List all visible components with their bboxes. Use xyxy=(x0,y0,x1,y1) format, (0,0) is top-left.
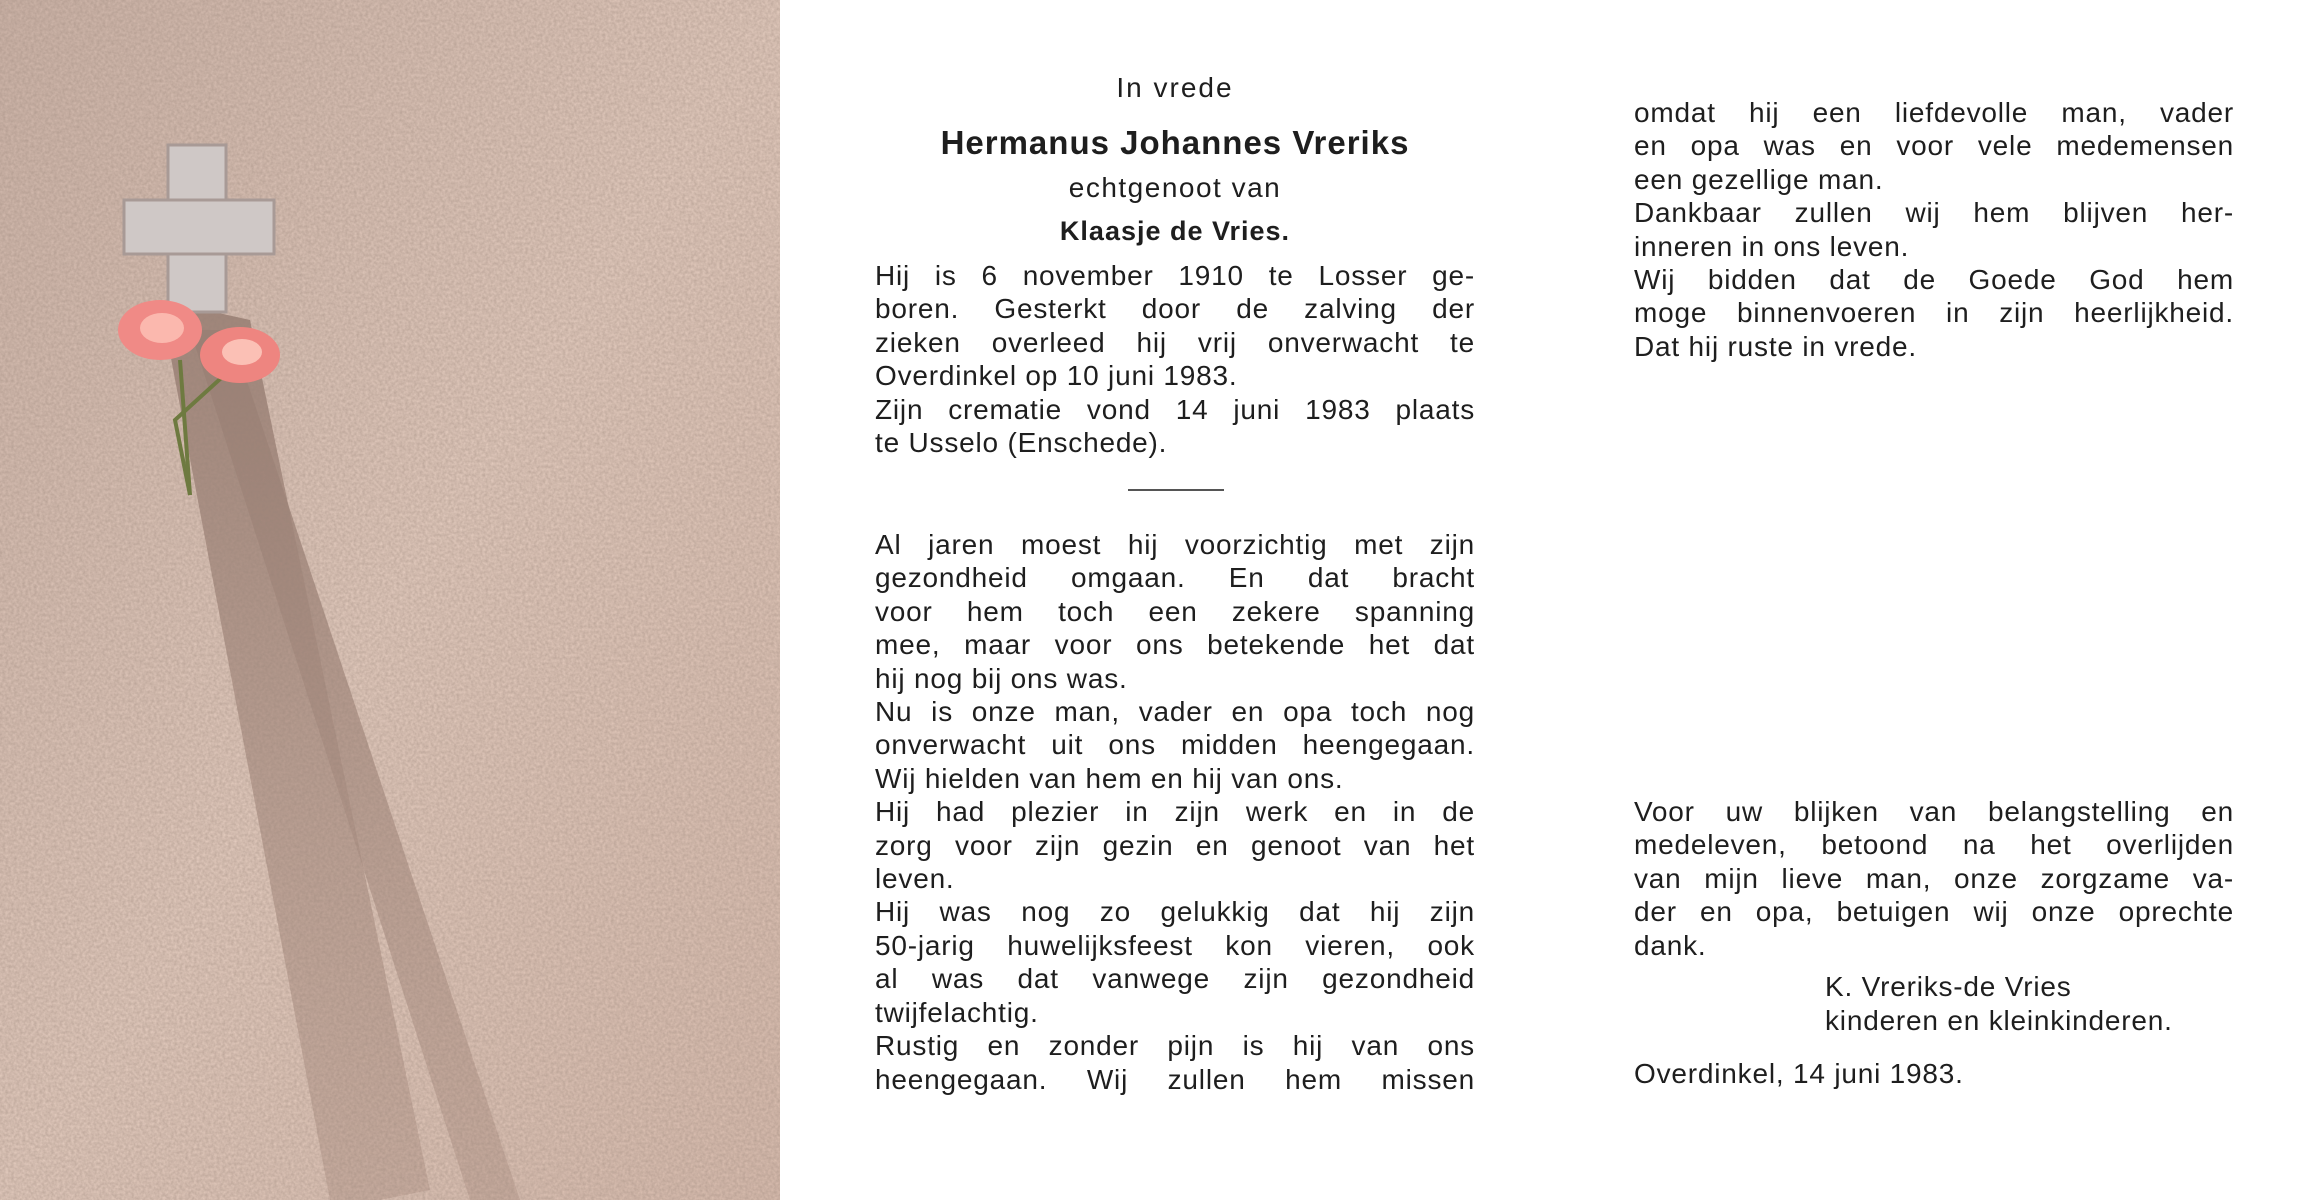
memorial-photo xyxy=(0,0,780,1200)
text-line: boren. Gesterkt door de zalving der xyxy=(875,293,1475,325)
spouse-label: echtgenoot van xyxy=(1068,172,1282,203)
thanks-text xyxy=(1634,795,2234,962)
text-line: en opa was en voor vele medemensen xyxy=(1634,130,2234,162)
text-line: 50-jarig huwelijksfeest kon vieren, ook xyxy=(875,929,1475,961)
signature-name: K. Vreriks-de Vries xyxy=(1825,971,2072,1002)
text-line: Hij was nog zo gelukkig dat hij zijn xyxy=(875,896,1475,928)
in-vrede-heading: In vrede xyxy=(1116,72,1234,103)
text-line: Al jaren moest hij voorzichtig met zijn xyxy=(875,529,1475,560)
paragraph xyxy=(875,1029,1475,1096)
text-line: leven. xyxy=(875,863,955,895)
text-line: inneren in ons leven. xyxy=(1634,230,1910,262)
paragraph xyxy=(875,528,1475,695)
text-line: onverwacht uit ons midden heengegaan. xyxy=(875,729,1475,761)
text-line: mee, maar voor ons betekende het dat xyxy=(875,629,1475,661)
text-line: dank. xyxy=(1634,929,1707,961)
paragraph xyxy=(1634,795,2234,962)
text-line: voor hem toch een zekere spanning xyxy=(875,595,1475,627)
place-date: Overdinkel, 14 juni 1983. xyxy=(1634,1058,1964,1089)
text-line: zieken overleed hij vrij onverwacht te xyxy=(875,326,1475,358)
text-line: Nu is onze man, vader en opa toch nog xyxy=(875,696,1475,728)
text-line: Zijn crematie vond 14 juni 1983 plaats xyxy=(875,393,1475,425)
text-line: heengegaan. Wij zullen hem missen xyxy=(875,1063,1475,1095)
text-line: zorg voor zijn gezin en genoot van het xyxy=(875,829,1475,861)
text-line: der en opa, betuigen wij onze oprechte xyxy=(1634,896,2234,928)
text-line: van mijn lieve man, onze zorgzame va- xyxy=(1634,862,2234,894)
text-line: te Usselo (Enschede). xyxy=(875,427,1168,459)
text-line: medeleven, betoond na het overlijden xyxy=(1634,829,2234,861)
paragraph xyxy=(875,795,1475,895)
paragraph xyxy=(875,762,1475,795)
signature-family: kinderen en kleinkinderen. xyxy=(1825,1005,2173,1036)
paragraph xyxy=(875,895,1475,1029)
paragraph xyxy=(1634,330,2234,363)
text-line: Wij hielden van hem en hij van ons. xyxy=(875,762,1344,794)
text-line: Hij had plezier in zijn werk en in de xyxy=(875,796,1475,828)
deceased-name: Hermanus Johannes Vreriks xyxy=(940,124,1410,161)
paragraph xyxy=(1634,263,2234,330)
text-line: gezondheid omgaan. En dat bracht xyxy=(875,562,1475,594)
text-line: moge binnenvoeren in zijn heerlijkheid. xyxy=(1634,297,2234,329)
paragraph xyxy=(1634,196,2234,263)
text-line: al was dat vanwege zijn gezondheid xyxy=(875,963,1475,995)
biography-text xyxy=(875,259,1475,459)
text-line: twijfelachtig. xyxy=(875,996,1039,1028)
paragraph xyxy=(875,259,1475,393)
text-line: een gezellige man. xyxy=(1634,163,1884,195)
remembrance-text xyxy=(875,528,1475,1096)
text-line: Hij is 6 november 1910 te Losser ge- xyxy=(875,260,1475,291)
paragraph xyxy=(875,393,1475,460)
text-line: Voor uw blijken van belangstelling en xyxy=(1634,796,2234,827)
remembrance-text-continued xyxy=(1634,96,2234,363)
text-line: Dat hij ruste in vrede. xyxy=(1634,330,1917,362)
text-line: hij nog bij ons was. xyxy=(875,662,1128,694)
text-line: Wij bidden dat de Goede God hem xyxy=(1634,264,2234,296)
spouse-name: Klaasje de Vries. xyxy=(1059,216,1291,246)
text-line: Overdinkel op 10 juni 1983. xyxy=(875,360,1238,392)
separator-line xyxy=(1128,489,1224,491)
text-line: omdat hij een liefdevolle man, vader xyxy=(1634,97,2234,128)
text-line: Dankbaar zullen wij hem blijven her- xyxy=(1634,197,2234,229)
paragraph xyxy=(1634,96,2234,196)
paragraph xyxy=(875,695,1475,762)
text-line: Rustig en zonder pijn is hij van ons xyxy=(875,1030,1475,1062)
